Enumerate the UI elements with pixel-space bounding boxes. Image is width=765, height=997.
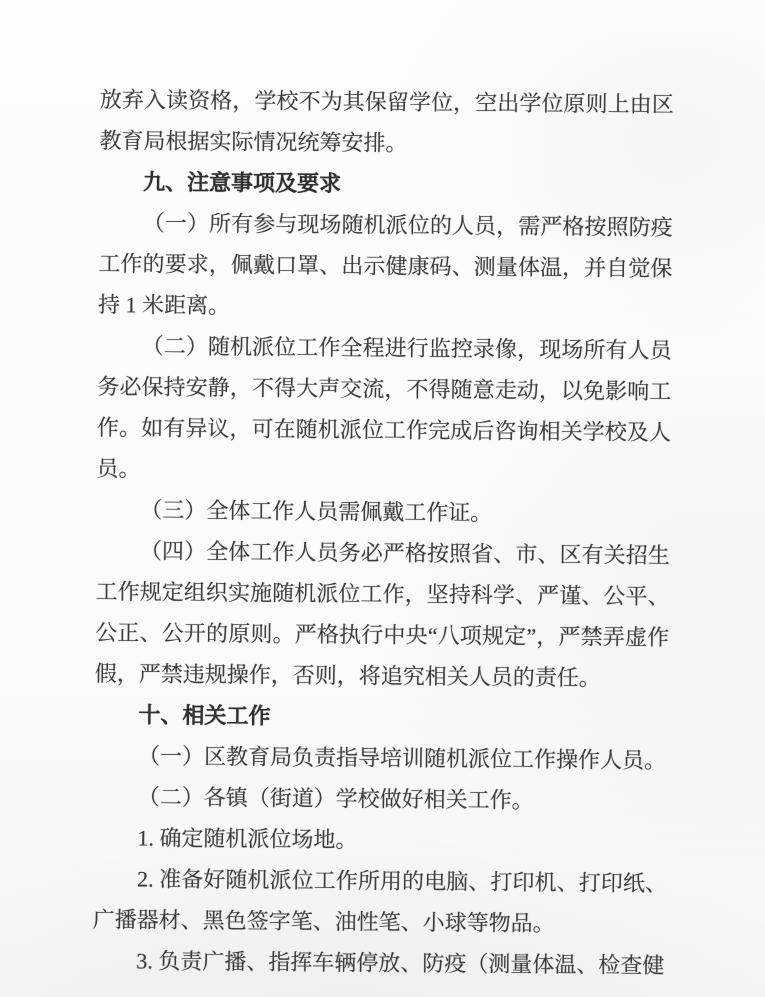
heading-section-9: 九、注意事项及要求 [143,169,342,197]
list-item-1: 1. 确定随机派位场地。 [137,825,358,853]
paragraph-continuation: 放弃入读资格，学校不为其保留学位，空出学位原则上由区教育局根据实际情况统筹安排。 [99,86,674,156]
paragraph-10-1: （一）区教育局负责指导培训随机派位工作操作人员。 [138,743,667,773]
paragraph-9-1: （一）所有参与现场随机派位的人员，需严格按照防疫工作的要求，佩戴口罩、出示健康码、测量体温，并自觉保持 1 米距离。 [97,210,673,319]
list-item-2: 2. 准备好随机派位工作所用的电脑、打印机、打印纸、广播器材、黑色签字笔、油性笔、小球等物品。 [92,866,668,936]
paragraph-9-4: （四）全体工作人员务必严格按照省、市、区有关招生工作规定组织实施随机派位工作，坚持科学、严谨、公平、公正、公开的原则。严格执行中央“八项规定”，严禁弄虚作假，严禁违规操作，否则，将追究相关人员的责任。 [94,538,670,691]
heading-section-10: 十、相关工作 [138,702,271,729]
paragraph-9-2: （二）随机派位工作全程进行监控录像，现场所有人员务必保持安静，不得大声交流，不得随意走动，以免影响工作。如有异议，可在随机派位工作完成后咨询相关学校及人员。 [96,333,672,482]
paragraph-10-2: （二）各镇（街道）学校做好相关工作。 [137,784,534,813]
document-text-block [92,79,674,986]
paragraph-9-3: （三）全体工作人员需佩戴工作证。 [140,497,493,526]
list-item-3: 3. 负责广播、指挥车辆停放、防疫（测量体温、检查健 [136,948,665,978]
